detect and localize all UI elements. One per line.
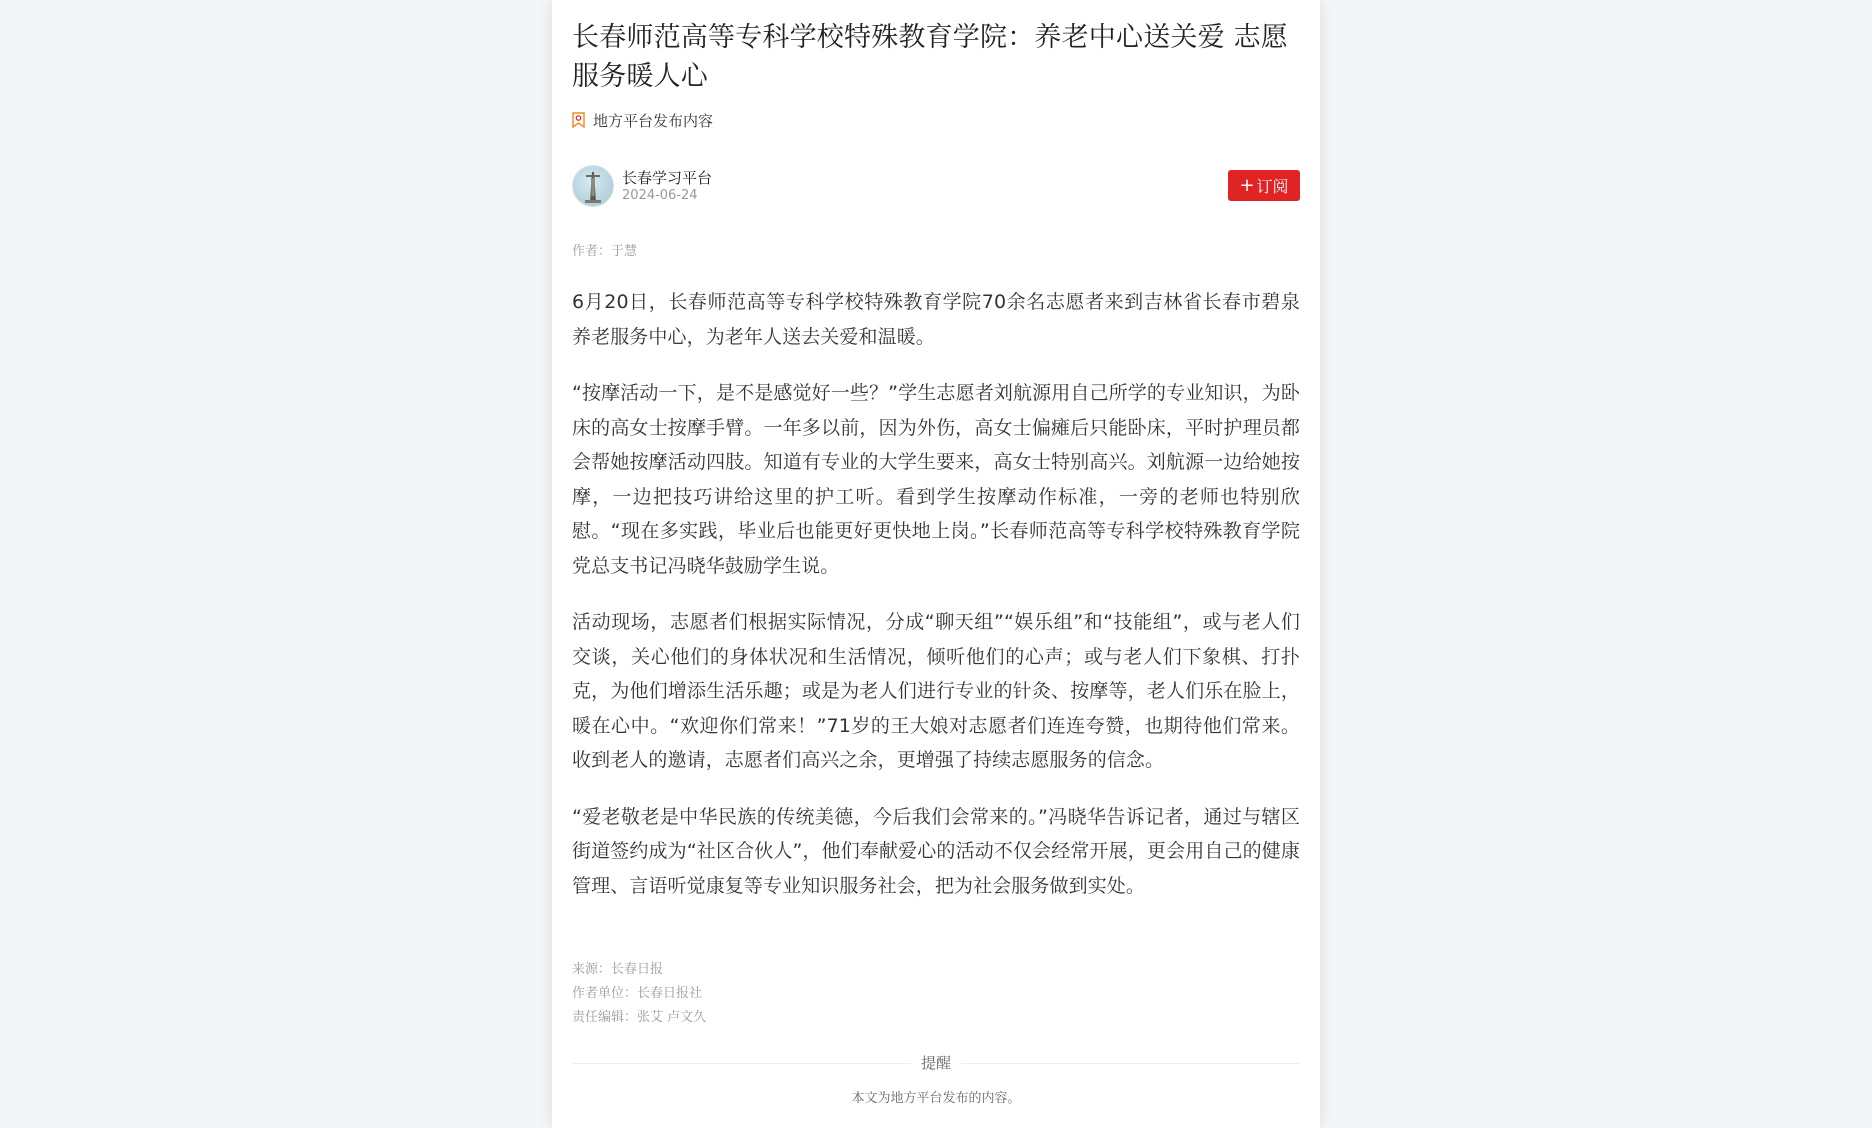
article-title: 长春师范高等专科学校特殊教育学院：养老中心送关爱 志愿服务暖人心	[572, 22, 1288, 92]
author-row	[572, 165, 1300, 207]
tower-avatar-icon	[573, 166, 613, 206]
article-paragraph: 活动现场，志愿者们根据实际情况，分成“聊天组”“娱乐组”和“技能组”，或与老人们交谈，关心他们的身体状况和生活情况，倾听他们的心声；或与老人们下象棋、打扑克，为他们增添生活乐趣；或是为老人们进行专业的针灸、按摩等，老人们乐在脸上，暖在心中。“欢迎你们常来！”71岁的王大娘对志愿者们连连夸赞，也期待他们常来。收到老人的邀请，志愿者们高兴之余，更增强了持续志愿服务的信念。	[572, 611, 1300, 771]
source-label: 来源：	[572, 962, 612, 977]
author-unit-value: 长春日报社	[637, 986, 703, 1001]
editor-line	[572, 1006, 706, 1030]
article-container	[572, 0, 1300, 1106]
author-account-name[interactable]: 长春学习平台	[622, 169, 713, 187]
reminder-divider	[572, 1052, 1300, 1076]
editor-label: 责任编辑：	[572, 1010, 638, 1025]
editor-value: 张艾 卢文久	[637, 1010, 707, 1025]
platform-tag	[572, 110, 713, 130]
reminder-title: 提醒	[911, 1052, 961, 1073]
bookmark-badge-icon	[572, 112, 585, 128]
article-paragraph: “爱老敬老是中华民族的传统美德，今后我们会常来的。”冯晓华告诉记者，通过与辖区街道签约成为“社区合伙人”，他们奉献爱心的活动不仅会经常开展，更会用自己的健康管理、言语听觉康复等专业知识服务社会，把为社会服务做到实处。	[572, 805, 1300, 897]
byline	[572, 240, 637, 259]
subscribe-label: 订阅	[1256, 177, 1289, 196]
plus-icon: +	[1239, 174, 1255, 196]
byline-author: 于慧	[611, 244, 638, 259]
source-value: 长春日报	[611, 962, 664, 977]
avatar[interactable]	[572, 165, 614, 207]
author-unit-label: 作者单位：	[572, 986, 638, 1001]
article-paragraph: 6月20日，长春师范高等专科学校特殊教育学院70余名志愿者来到吉林省长春市碧泉养老服务中心，为老年人送去关爱和温暖。	[572, 291, 1300, 348]
subscribe-button[interactable]	[1228, 170, 1300, 201]
article-page	[552, 0, 1320, 1128]
article-body	[572, 285, 1300, 925]
author-unit-line	[572, 982, 706, 1006]
article-meta	[572, 958, 706, 1030]
article-paragraph: “按摩活动一下，是不是感觉好一些？”学生志愿者刘航源用自己所学的专业知识，为卧床的高女士按摩手臂。一年多以前，因为外伤，高女士偏瘫后只能卧床，平时护理员都会帮她按摩活动四肢。知道有专业的大学生要来，高女士特别高兴。刘航源一边给她按摩，一边把技巧讲给这里的护工听。看到学生按摩动作标准，一旁的老师也特别欣慰。“现在多实践，毕业后也能更好更快地上岗。”长春师范高等专科学校特殊教育学院党总支书记冯晓华鼓励学生说。	[572, 382, 1300, 577]
source-line	[572, 958, 706, 982]
platform-tag-label: 地方平台发布内容	[593, 111, 714, 130]
publish-date: 2024-06-24	[622, 188, 698, 203]
reminder-text: 本文为地方平台发布的内容。	[851, 1091, 1021, 1106]
byline-label: 作者：	[572, 244, 612, 259]
